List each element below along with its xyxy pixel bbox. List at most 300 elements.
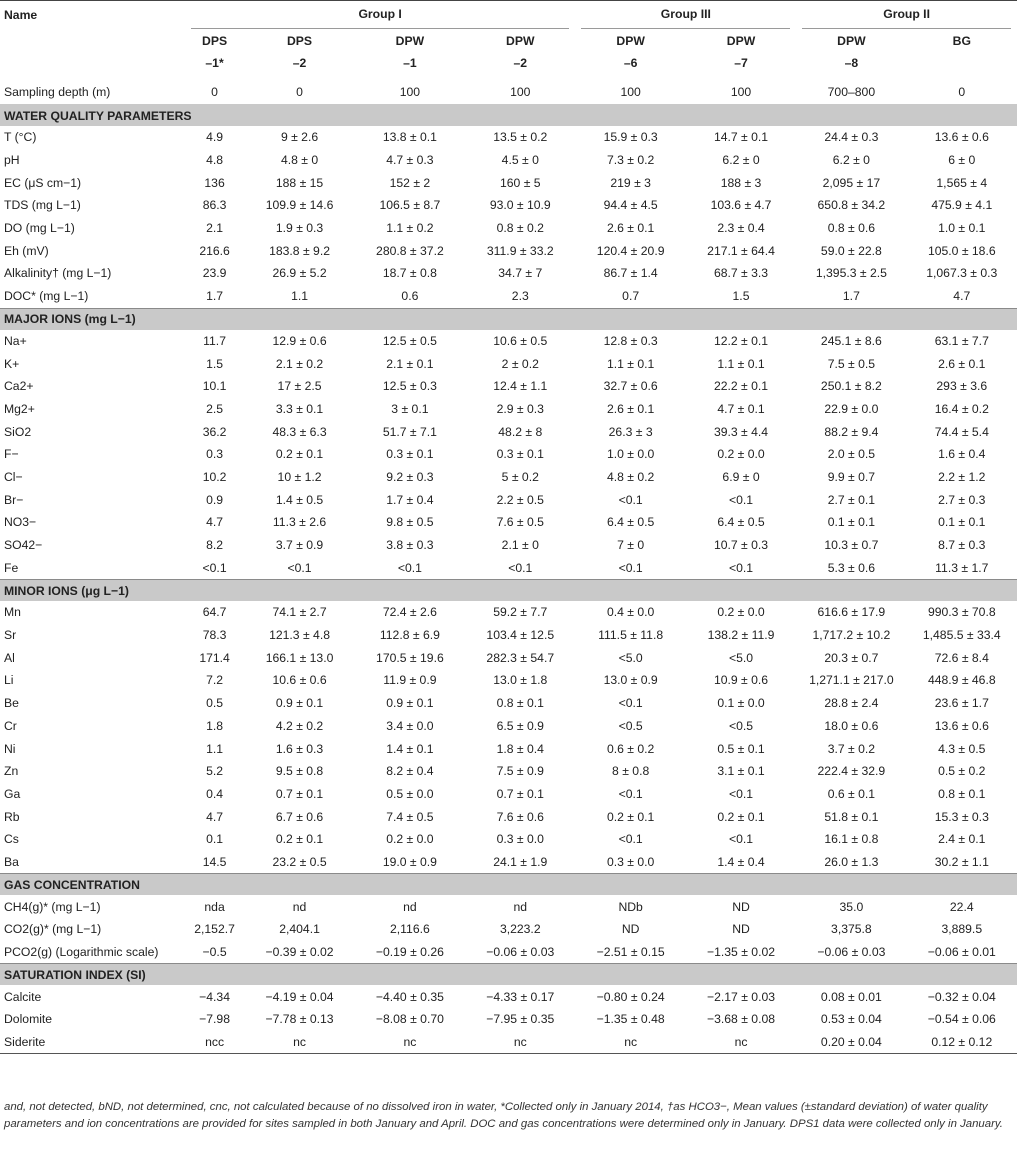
table-cell: 2.4 ± 0.1 [938, 832, 986, 847]
table-cell: −4.34 [199, 989, 230, 1004]
row-label: Cr [4, 718, 17, 733]
column-header [185, 30, 245, 80]
table-cell: 6.4 ± 0.5 [717, 515, 765, 530]
table-cell: 9.9 ± 0.7 [827, 469, 876, 484]
table-cell: 0 [185, 80, 245, 105]
table-cell: 11.9 ± 0.9 [383, 673, 437, 688]
table-cell: 1.4 ± 0.5 [275, 492, 324, 507]
table-cell: 86.3 [202, 198, 227, 213]
table-cell: −0.54 ± 0.06 [927, 1012, 996, 1027]
table-row [0, 941, 1017, 964]
section-header-row [0, 580, 1017, 602]
table-row [0, 217, 1017, 240]
table-cell: 0.2 ± 0.1 [606, 809, 655, 824]
table-cell: −4.19 ± 0.04 [265, 989, 334, 1004]
table-cell: 4.8 ± 0.2 [606, 469, 655, 484]
table-cell: 0.1 ± 0.0 [717, 696, 765, 711]
table-cell: 183.8 ± 9.2 [269, 243, 330, 258]
table-cell: 4.7 [206, 809, 224, 824]
column-header-line2: –1 [403, 56, 417, 70]
table-cell: 30.2 ± 1.1 [934, 854, 989, 869]
table-cell: 616.6 ± 17.9 [817, 605, 886, 620]
table-cell: <0.1 [618, 560, 643, 575]
table-cell: 8.2 ± 0.4 [386, 764, 434, 779]
table-cell: <0.1 [202, 560, 227, 575]
table-cell: 1.4 ± 0.1 [386, 741, 434, 756]
table-cell: 7.6 ± 0.6 [496, 809, 544, 824]
row-label: Sr [4, 628, 17, 643]
sampling-depth-row [0, 80, 1017, 105]
table-cell: −0.5 [202, 945, 227, 960]
column-header-line2: –7 [734, 56, 748, 70]
column-header-line1: DPW [395, 34, 425, 48]
table-cell: 2,095 ± 17 [822, 175, 881, 190]
table-cell: 51.8 ± 0.1 [824, 809, 879, 824]
table-cell: nc [355, 1031, 465, 1054]
table-cell: 14.5 [202, 854, 227, 869]
table-cell: 0 [907, 80, 1017, 105]
table-row [0, 126, 1017, 149]
section-title: SATURATION INDEX (SI) [0, 964, 1017, 986]
row-label: Fe [4, 560, 19, 575]
table-cell: 280.8 ± 37.2 [376, 243, 444, 258]
table-cell: 13.6 ± 0.6 [934, 130, 989, 145]
table-cell: 2.6 ± 0.1 [938, 356, 986, 371]
group-header [185, 0, 576, 30]
table-cell: 171.4 [199, 650, 230, 665]
table-cell: 105.0 ± 18.6 [927, 243, 996, 258]
table-cell: 3.7 ± 0.9 [275, 538, 324, 553]
row-label: Zn [4, 764, 19, 779]
table-cell: 7.5 ± 0.5 [827, 356, 876, 371]
table-row [0, 828, 1017, 851]
table-row [0, 895, 1017, 918]
table-cell: 51.7 ± 7.1 [382, 424, 437, 439]
table-row [0, 692, 1017, 715]
table-cell: 2.0 ± 0.5 [827, 447, 876, 462]
row-label: PCO2(g) (Logarithmic scale) [4, 945, 159, 960]
table-cell: 13.0 ± 0.9 [603, 673, 658, 688]
table-cell: 2.6 ± 0.1 [606, 221, 655, 236]
table-cell: 8 ± 0.8 [612, 764, 650, 779]
table-cell: 22.4 [949, 899, 974, 914]
table-cell: 0.3 ± 0.1 [496, 447, 544, 462]
table-cell: 0.2 ± 0.0 [717, 605, 765, 620]
table-cell: −4.33 ± 0.17 [486, 989, 555, 1004]
table-cell: 72.4 ± 2.6 [382, 605, 437, 620]
table-cell: −0.32 ± 0.04 [927, 989, 996, 1004]
table-cell: −0.06 ± 0.03 [817, 945, 886, 960]
table-cell: <0.1 [397, 560, 422, 575]
row-label: Mg2+ [4, 401, 35, 416]
table-cell: 0.3 ± 0.1 [386, 447, 434, 462]
table-cell: −1.35 ± 0.02 [707, 945, 776, 960]
section-header-row [0, 308, 1017, 330]
table-cell: 1.0 ± 0.0 [606, 447, 655, 462]
row-label: Ni [4, 741, 16, 756]
table-cell: 100 [465, 80, 575, 105]
table-cell: 216.6 [199, 243, 230, 258]
table-cell: 2.1 ± 0.2 [275, 356, 324, 371]
table-cell: 152 ± 2 [389, 175, 431, 190]
table-cell: 23.2 ± 0.5 [272, 854, 327, 869]
table-row [0, 466, 1017, 489]
table-cell: 475.9 ± 4.1 [931, 198, 993, 213]
table-cell: 0.8 ± 0.2 [496, 221, 544, 236]
table-cell: 3,889.5 [941, 922, 983, 937]
table-cell: <5.0 [618, 650, 643, 665]
table-cell: 3.3 ± 0.1 [275, 401, 324, 416]
table-row [0, 624, 1017, 647]
table-cell: 700–800 [796, 80, 906, 105]
section-title: MAJOR IONS (mg L−1) [0, 308, 1017, 330]
table-cell: 10.9 ± 0.6 [713, 673, 769, 688]
top-rule [0, 0, 1017, 1]
table-cell: 1,717.2 ± 10.2 [812, 628, 891, 643]
table-cell: 88.2 ± 9.4 [824, 424, 879, 439]
table-cell: −0.06 ± 0.03 [486, 945, 555, 960]
table-row [0, 262, 1017, 285]
table-row [0, 783, 1017, 806]
section-title: GAS CONCENTRATION [0, 874, 1017, 896]
table-cell: 2.2 ± 0.5 [496, 492, 544, 507]
table-cell: 0.5 ± 0.0 [386, 786, 434, 801]
column-header-line1: DPW [506, 34, 535, 48]
table-row [0, 352, 1017, 375]
table-cell: 0.1 ± 0.1 [938, 515, 986, 530]
table-cell: 10.2 [202, 469, 227, 484]
group-header [575, 0, 796, 30]
column-header-line1: DPW [726, 34, 756, 48]
table-cell: 6.2 ± 0 [722, 153, 760, 168]
table-cell: 0.8 ± 0.1 [938, 786, 986, 801]
table-cell: 0.3 [206, 447, 224, 462]
table-row [0, 737, 1017, 760]
row-label: Ca2+ [4, 379, 34, 394]
column-header [907, 30, 1017, 80]
table-cell: 3.8 ± 0.3 [386, 538, 434, 553]
table-cell: nd [513, 899, 528, 914]
table-cell: −2.51 ± 0.15 [596, 945, 665, 960]
row-label: Sampling depth (m) [0, 80, 185, 105]
table-cell: 18.0 ± 0.6 [824, 718, 879, 733]
table-cell: 0.1 ± 0.1 [827, 515, 876, 530]
table-cell: 0.5 ± 0.2 [938, 764, 986, 779]
table-cell: 2.1 [206, 221, 224, 236]
table-cell: 14.7 ± 0.1 [713, 130, 769, 145]
table-cell: 0.7 [622, 289, 640, 304]
table-cell: 1.7 ± 0.4 [386, 492, 434, 507]
table-cell: 8.2 [206, 538, 224, 553]
table-cell: 4.7 ± 0.1 [717, 401, 765, 416]
table-cell: 0.12 ± 0.12 [907, 1031, 1017, 1054]
table-cell: 6 ± 0 [948, 153, 976, 168]
column-header-line1: DPS [287, 34, 313, 48]
column-header-line1: DPW [616, 34, 645, 48]
table-cell: 0.2 ± 0.0 [386, 832, 434, 847]
table-cell: −0.39 ± 0.02 [265, 945, 334, 960]
table-cell: 59.0 ± 22.8 [820, 243, 882, 258]
table-cell: 1.1 [291, 289, 309, 304]
table-cell: 2.5 [206, 401, 224, 416]
table-cell: 1.5 [206, 356, 224, 371]
table-cell: 2.3 ± 0.4 [717, 221, 765, 236]
table-cell: 4.3 ± 0.5 [938, 741, 986, 756]
row-label: CO2(g)* (mg L−1) [4, 922, 102, 937]
table-cell: −8.08 ± 0.70 [375, 1012, 444, 1027]
table-cell: −4.40 ± 0.35 [375, 989, 444, 1004]
table-cell: 2.3 [511, 289, 529, 304]
header-spacer [0, 30, 185, 80]
table-cell: 36.2 [202, 424, 227, 439]
table-row [0, 443, 1017, 466]
table-cell: 222.4 ± 32.9 [817, 764, 886, 779]
table-cell: 32.7 ± 0.6 [603, 379, 658, 394]
table-cell: nc [465, 1031, 575, 1054]
column-header-line1: DPW [837, 34, 866, 48]
row-label: Eh (mV) [4, 243, 49, 258]
table-cell: ND [732, 899, 750, 914]
group-header-label: Group I [191, 2, 570, 29]
table-row [0, 398, 1017, 421]
table-cell: 1,485.5 ± 33.4 [922, 628, 1001, 643]
section-header-row [0, 964, 1017, 986]
table-cell: −7.95 ± 0.35 [486, 1012, 555, 1027]
table-cell: 10.6 ± 0.6 [272, 673, 327, 688]
table-cell: 1,565 ± 4 [936, 175, 988, 190]
row-label: Br− [4, 492, 24, 507]
row-label: DO (mg L−1) [4, 221, 75, 236]
table-cell: 0.4 ± 0.0 [606, 605, 655, 620]
column-header-line2: –2 [513, 56, 528, 70]
row-label: Cs [4, 832, 19, 847]
table-cell: 24.1 ± 1.9 [493, 854, 548, 869]
table-cell: −1.35 ± 0.48 [596, 1012, 665, 1027]
table-cell: 0.3 ± 0.0 [606, 854, 655, 869]
row-label: Siderite [0, 1031, 185, 1054]
table-cell: 48.3 ± 6.3 [272, 424, 327, 439]
table-cell: 6.4 ± 0.5 [606, 515, 655, 530]
table-cell: 1.6 ± 0.3 [275, 741, 324, 756]
table-cell: 0.2 ± 0.1 [275, 447, 324, 462]
table-cell: 1.9 ± 0.3 [275, 221, 324, 236]
table-cell: 1.6 ± 0.4 [938, 447, 986, 462]
table-cell: 2.1 ± 0.1 [386, 356, 434, 371]
table-cell: 13.6 ± 0.6 [934, 718, 989, 733]
table-row [0, 488, 1017, 511]
table-cell: 188 ± 3 [720, 175, 762, 190]
table-cell: −2.17 ± 0.03 [707, 989, 776, 1004]
table-cell: 11.3 ± 2.6 [272, 515, 327, 530]
row-label: Ba [4, 854, 19, 869]
table-cell: 245.1 ± 8.6 [820, 333, 882, 348]
table-cell: 16.4 ± 0.2 [934, 401, 989, 416]
table-cell: 3.4 ± 0.0 [386, 718, 434, 733]
table-row [0, 171, 1017, 194]
table-cell: 72.6 ± 8.4 [934, 650, 989, 665]
table-cell: 10.7 ± 0.3 [713, 538, 769, 553]
row-label: Dolomite [4, 1012, 53, 1027]
table-row [0, 194, 1017, 217]
table-cell: 59.2 ± 7.7 [493, 605, 548, 620]
table-cell: 1.1 ± 0.1 [717, 356, 765, 371]
table-row [0, 330, 1017, 353]
table-cell: 10.3 ± 0.7 [824, 538, 879, 553]
table-row [0, 1008, 1017, 1031]
table-cell: <0.1 [618, 492, 643, 507]
table-cell: 24.4 ± 0.3 [824, 130, 879, 145]
table-row [0, 556, 1017, 579]
table-cell: 1.1 ± 0.2 [386, 221, 434, 236]
table-cell: 9.2 ± 0.3 [386, 469, 434, 484]
table-cell: 15.9 ± 0.3 [603, 130, 658, 145]
column-header [355, 30, 465, 80]
table-cell: 7 ± 0 [617, 538, 645, 553]
row-label: SO42− [4, 538, 43, 553]
table-cell: <0.5 [728, 718, 754, 733]
row-label: Mn [4, 605, 21, 620]
table-cell: 0.8 ± 0.6 [827, 221, 876, 236]
row-label: pH [4, 153, 20, 168]
column-header-line2: –2 [292, 56, 307, 70]
table-cell: 2.1 ± 0 [501, 538, 539, 553]
header-group-row [0, 0, 1017, 30]
table-cell: 9 ± 2.6 [280, 130, 319, 145]
row-label: Ga [4, 786, 21, 801]
table-cell: 28.8 ± 2.4 [824, 696, 879, 711]
table-cell: 5 ± 0.2 [501, 469, 539, 484]
row-label: EC (μS cm−1) [4, 175, 82, 190]
table-cell: <0.1 [728, 560, 754, 575]
table-cell: 1.0 ± 0.1 [938, 221, 986, 236]
section-header-row [0, 874, 1017, 896]
table-cell: 16.1 ± 0.8 [824, 832, 879, 847]
row-label: T (°C) [4, 130, 37, 145]
column-header [465, 30, 575, 80]
table-cell: 138.2 ± 11.9 [707, 628, 775, 643]
table-cell: 1,395.3 ± 2.5 [815, 266, 887, 281]
column-header-line2: –6 [623, 56, 638, 70]
table-cell: 7.2 [206, 673, 224, 688]
section-title: WATER QUALITY PARAMETERS [0, 105, 1017, 127]
table-cell: 86.7 ± 1.4 [603, 266, 658, 281]
table-cell: 0.2 ± 0.1 [717, 809, 765, 824]
table-row [0, 149, 1017, 172]
column-header-line2: –8 [844, 56, 859, 70]
table-cell: 7.6 ± 0.5 [496, 515, 544, 530]
table-cell: 217.1 ± 64.4 [707, 243, 775, 258]
table-cell: −7.98 [199, 1012, 230, 1027]
table-cell: 2.7 ± 0.1 [827, 492, 876, 507]
table-cell: 0.6 ± 0.1 [827, 786, 876, 801]
table-cell: 26.0 ± 1.3 [824, 854, 879, 869]
table-cell: 0.20 ± 0.04 [796, 1031, 906, 1054]
table-cell: 0.9 [206, 492, 224, 507]
table-row [0, 646, 1017, 669]
table-cell: 26.9 ± 5.2 [272, 266, 327, 281]
table-cell: 7.5 ± 0.9 [496, 764, 544, 779]
table-cell: 4.2 ± 0.2 [275, 718, 324, 733]
table-cell: 166.1 ± 13.0 [265, 650, 334, 665]
table-cell: 0.1 [206, 832, 224, 847]
table-cell: 111.5 ± 11.8 [598, 628, 664, 643]
table-cell: 282.3 ± 54.7 [486, 650, 555, 665]
table-cell: 12.5 ± 0.5 [382, 333, 437, 348]
table-cell: 3.7 ± 0.2 [827, 741, 876, 756]
table-cell: nc [244, 1031, 354, 1054]
table-cell: −0.06 ± 0.01 [927, 945, 996, 960]
table-cell: 4.8 [206, 153, 224, 168]
table-cell: 103.6 ± 4.7 [710, 198, 772, 213]
row-label: Al [4, 650, 15, 665]
table-cell: 39.3 ± 4.4 [713, 424, 769, 439]
table-cell: 11.7 [203, 333, 226, 348]
table-cell: 6.9 ± 0 [722, 469, 760, 484]
table-cell: nc [686, 1031, 796, 1054]
table-cell: 6.5 ± 0.9 [496, 718, 544, 733]
table-cell: 0.5 [206, 696, 224, 711]
table-cell: <0.1 [287, 560, 312, 575]
table-cell: 11.3 ± 1.7 [935, 560, 989, 575]
column-header-line2: –1* [205, 56, 224, 70]
table-cell: 0.7 ± 0.1 [496, 786, 544, 801]
row-label: CH4(g)* (mg L−1) [4, 899, 101, 914]
table-row [0, 851, 1017, 874]
table-cell: 120.4 ± 20.9 [596, 243, 665, 258]
table-cell: <0.1 [618, 786, 643, 801]
table-cell: 9.8 ± 0.5 [386, 515, 434, 530]
table-cell: 12.8 ± 0.3 [603, 333, 658, 348]
table-cell: nd [292, 899, 307, 914]
column-header-line1: BG [952, 34, 971, 48]
table-cell: 0.2 ± 0.0 [717, 447, 765, 462]
table-cell: 250.1 ± 8.2 [820, 379, 882, 394]
table-footnote: and, not detected, bND, not determined, cnc, not calculated because of no dissolved iron in water, *Collected only in January 2014, †as HCO3−, Mean values (±standard deviation) of water quality parameters and ion concentrations are provided for sites sampled in both January and April. DOC and gas concentrations were determined only in January. DPS1 data were collected only in January. [4, 1101, 1003, 1130]
table-cell: 1,067.3 ± 0.3 [926, 266, 998, 281]
table-cell: nd [403, 899, 417, 914]
table-cell: 2,116.6 [390, 922, 430, 937]
table-cell: 13.0 ± 1.8 [493, 673, 548, 688]
row-label: Cl− [4, 469, 23, 484]
table-cell: 100 [686, 80, 796, 105]
table-cell: 5.2 [206, 764, 224, 779]
table-cell: 23.9 [202, 266, 227, 281]
table-cell: 7.4 ± 0.5 [386, 809, 434, 824]
table-cell: 1.8 ± 0.4 [496, 741, 544, 756]
table-cell: 0.08 ± 0.01 [820, 989, 882, 1004]
table-cell: 990.3 ± 70.8 [927, 605, 996, 620]
table-cell: 109.9 ± 14.6 [265, 198, 334, 213]
table-cell: 1.1 ± 0.1 [606, 356, 655, 371]
table-cell: 64.7 [202, 605, 227, 620]
table-cell: 0.8 ± 0.1 [496, 696, 544, 711]
table-cell: 219 ± 3 [610, 175, 651, 190]
table-row [0, 420, 1017, 443]
table-cell: 100 [575, 80, 685, 105]
table-row [0, 601, 1017, 624]
section-header-row [0, 105, 1017, 127]
table-cell: 293 ± 3.6 [936, 379, 988, 394]
table-cell: 2.7 ± 0.3 [938, 492, 986, 507]
table-cell: nda [204, 899, 225, 914]
table-cell: 650.8 ± 34.2 [817, 198, 886, 213]
table-cell: 2 ± 0.2 [501, 356, 539, 371]
table-cell: 1.4 ± 0.4 [717, 854, 765, 869]
table-cell: 0.5 ± 0.1 [717, 741, 765, 756]
table-cell: <0.1 [728, 832, 754, 847]
group-header-label: Group II [802, 2, 1011, 29]
column-header [686, 30, 796, 80]
